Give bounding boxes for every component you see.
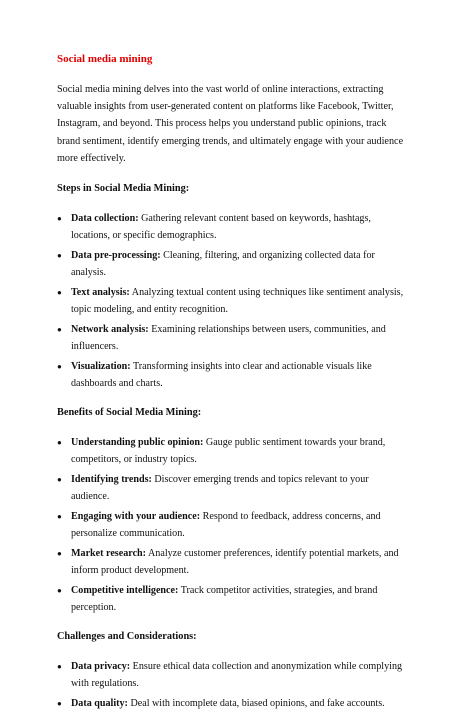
item-description: Ensure ethical data collection and anonymization while complying with regulations. [71, 661, 403, 689]
item-description: Analyzing textual content using techniques like sentiment analysis, topic modeling, and entity recognition. [71, 287, 404, 315]
item-term: Network analysis: [71, 324, 149, 336]
list-item [57, 211, 404, 244]
list-item [57, 472, 404, 505]
list-item [57, 546, 404, 579]
item-term: Competitive intelligence: [71, 585, 179, 597]
item-term: Identifying trends: [71, 474, 152, 486]
document-title: Social media mining [57, 53, 153, 65]
item-description: Gauge public sentiment towards your brand, competitors, or industry topics. [71, 437, 386, 465]
item-term: Understanding public opinion: [71, 437, 204, 449]
bullet-icon: ● [57, 699, 62, 709]
item-term: Data collection: [71, 213, 139, 225]
challenges-heading: Challenges and Considerations: [57, 631, 197, 643]
benefits-heading: Benefits of Social Media Mining: [57, 407, 202, 419]
list-item [57, 435, 404, 468]
item-description: Transforming insights into clear and actionable visuals like dashboards and charts. [71, 361, 372, 389]
item-description: Analyze customer preferences, identify potential markets, and inform product development. [71, 548, 399, 576]
bullet-icon: ● [57, 251, 62, 261]
list-item [57, 696, 404, 713]
steps-list [57, 211, 404, 392]
list-item [57, 322, 404, 355]
steps-heading: Steps in Social Media Mining: [57, 183, 190, 195]
item-description: Examining relationships between users, communities, and influencers. [71, 324, 386, 352]
list-item [57, 583, 404, 616]
item-term: Market research: [71, 548, 147, 560]
list-item [57, 509, 404, 542]
item-description: Respond to feedback, address concerns, and personalize communication. [71, 511, 381, 539]
list-item [57, 659, 404, 692]
item-term: Visualization: [71, 361, 131, 373]
bullet-icon: ● [57, 586, 62, 596]
item-description: Discover emerging trends and topics relevant to your audience. [71, 474, 369, 502]
intro-paragraph: Social media mining delves into the vast world of online interactions, extracting valuable insights from user-generated content on platforms like Facebook, Twitter, Instagram, and beyond. This process helps you understand public opinions, track brand sentiment, identify emerging trends, and ultimately engage with your audience more effectively. [57, 84, 404, 164]
bullet-icon: ● [57, 438, 62, 448]
item-term: Data privacy: [71, 661, 131, 673]
item-description: Cleaning, filtering, and organizing collected data for analysis. [71, 250, 375, 278]
item-description: Deal with incomplete data, biased opinions, and fake accounts. [127, 698, 385, 710]
bullet-icon: ● [57, 362, 62, 372]
item-term: Data pre-processing: [71, 250, 161, 262]
bullet-icon: ● [57, 325, 62, 335]
item-term: Engaging with your audience: [71, 511, 201, 523]
benefits-list [57, 435, 404, 616]
item-term: Data quality: [71, 698, 128, 710]
bullet-icon: ● [57, 214, 62, 224]
item-term: Text analysis: [71, 287, 130, 299]
challenges-list [57, 659, 404, 713]
bullet-icon: ● [57, 475, 62, 485]
item-description: Track competitor activities, strategies, and brand perception. [71, 585, 378, 613]
bullet-icon: ● [57, 662, 62, 672]
bullet-icon: ● [57, 288, 62, 298]
list-item [57, 248, 404, 281]
bullet-icon: ● [57, 512, 62, 522]
bullet-icon: ● [57, 549, 62, 559]
item-description: Gathering relevant content based on keywords, hashtags, locations, or specific demographics. [71, 213, 371, 241]
list-item [57, 285, 404, 318]
list-item [57, 359, 404, 392]
